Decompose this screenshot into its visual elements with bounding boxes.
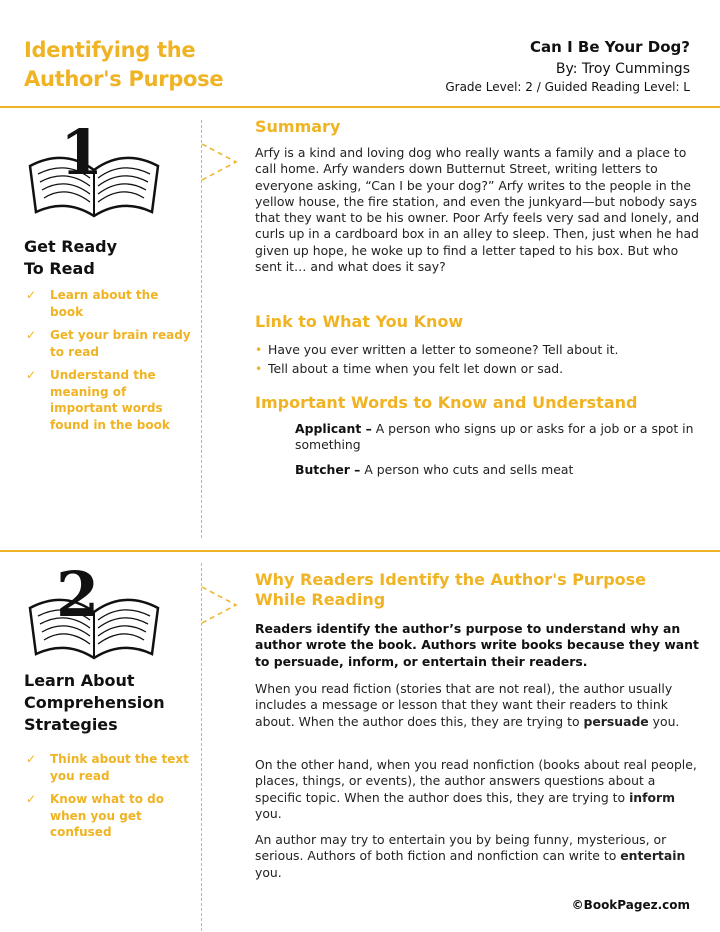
words-heading: Important Words to Know and Understand: [255, 393, 638, 412]
why-intro: Readers identify the author’s purpose to understand why an author wrote the book. Authors write books because they want to persuade, inform, or entertain their readers.: [255, 621, 699, 669]
vocab-definition: A person who signs up or asks for a job or a spot in something: [295, 421, 694, 453]
check-icon: ✓: [26, 752, 37, 766]
check-icon: ✓: [26, 328, 37, 342]
summary-text: Arfy is a kind and loving dog who really wants a family and a place to call home. Arfy wanders down Butternut Street, writing letters to everyone asking, “Can I be your dog?” Arfy writes to the people in the yellow house, the fire station, and even the junkyard—but nobody says that they want to be his owner. Poor Arfy feels very sad and lonely, and curls up in a cardboard box in an alley to sleep. Then, just when he had given up hope, he woke up to find a letter taped to his box. But who sent it… and what does it say?: [255, 145, 700, 275]
vocab-definition: A person who cuts and sells meat: [360, 462, 574, 477]
checklist-item: ✓ Get your brain ready to read: [26, 328, 191, 359]
header-divider: [0, 106, 720, 108]
step-number: 1: [60, 116, 104, 189]
book-level: Grade Level: 2 / Guided Reading Level: L: [445, 80, 690, 94]
bullet-item: • Tell about a time when you felt let down or sad.: [255, 360, 564, 376]
inform-paragraph: On the other hand, when you read nonfiction (books about real people, places, things, or events), the author answers questions about a specific topic. When the author does this, they are trying to inform you.: [255, 757, 697, 821]
summary-heading: Summary: [255, 117, 341, 136]
vocab-item: [295, 462, 695, 478]
step1-checklist: [24, 287, 194, 440]
bullet-item: • Have you ever written a letter to someone? Tell about it.: [255, 342, 619, 357]
step2-checklist: [24, 751, 194, 848]
step1-title: [24, 236, 117, 280]
persuade-paragraph: When you read fiction (stories that are not real), the author usually includes a message or lesson that they want their readers to think about. When the author does this, they are trying to persuade you.: [255, 681, 680, 729]
document-title: Identifying the Author's Purpose: [24, 38, 224, 91]
chevron-right-icon: [200, 585, 242, 627]
why-heading: Why Readers Identify the Author's Purpose While Reading: [255, 570, 647, 609]
link-bullets: [255, 342, 695, 379]
vocab-term: Butcher –: [295, 462, 361, 477]
step1-title-line: Get Ready: [24, 237, 118, 256]
check-icon: ✓: [26, 792, 37, 806]
checklist-item: ✓ Learn about the book: [26, 288, 159, 319]
step2-title: [24, 670, 165, 736]
step2-title-line: Strategies: [24, 715, 118, 734]
chevron-right-icon: [200, 142, 242, 184]
book-author: By: Troy Cummings: [555, 61, 690, 77]
checklist-item: ✓ Understand the meaning of important words found in the book: [26, 368, 170, 432]
book-title: Can I Be Your Dog?: [530, 38, 690, 56]
checklist-item: ✓ Think about the text you read: [26, 752, 189, 783]
vocab-item: [295, 421, 695, 454]
copyright: ©BookPagez.com: [571, 898, 690, 912]
open-book-icon: [24, 118, 164, 218]
checklist-item: ✓ Know what to do when you get confused: [26, 792, 164, 839]
check-icon: ✓: [26, 368, 37, 382]
check-icon: ✓: [26, 288, 37, 302]
open-book-icon: [24, 560, 164, 660]
step1-title-line: To Read: [24, 259, 95, 278]
vocab-term: Applicant –: [295, 421, 372, 436]
entertain-paragraph: An author may try to entertain you by being funny, mysterious, or serious. Authors of both fiction and nonfiction can write to entertain you.: [255, 832, 686, 880]
step-number: 2: [56, 558, 100, 631]
link-heading: Link to What You Know: [255, 312, 464, 331]
step2-title-line: Comprehension: [24, 693, 165, 712]
step2-title-line: Learn About: [24, 671, 135, 690]
section-divider: [0, 550, 720, 552]
